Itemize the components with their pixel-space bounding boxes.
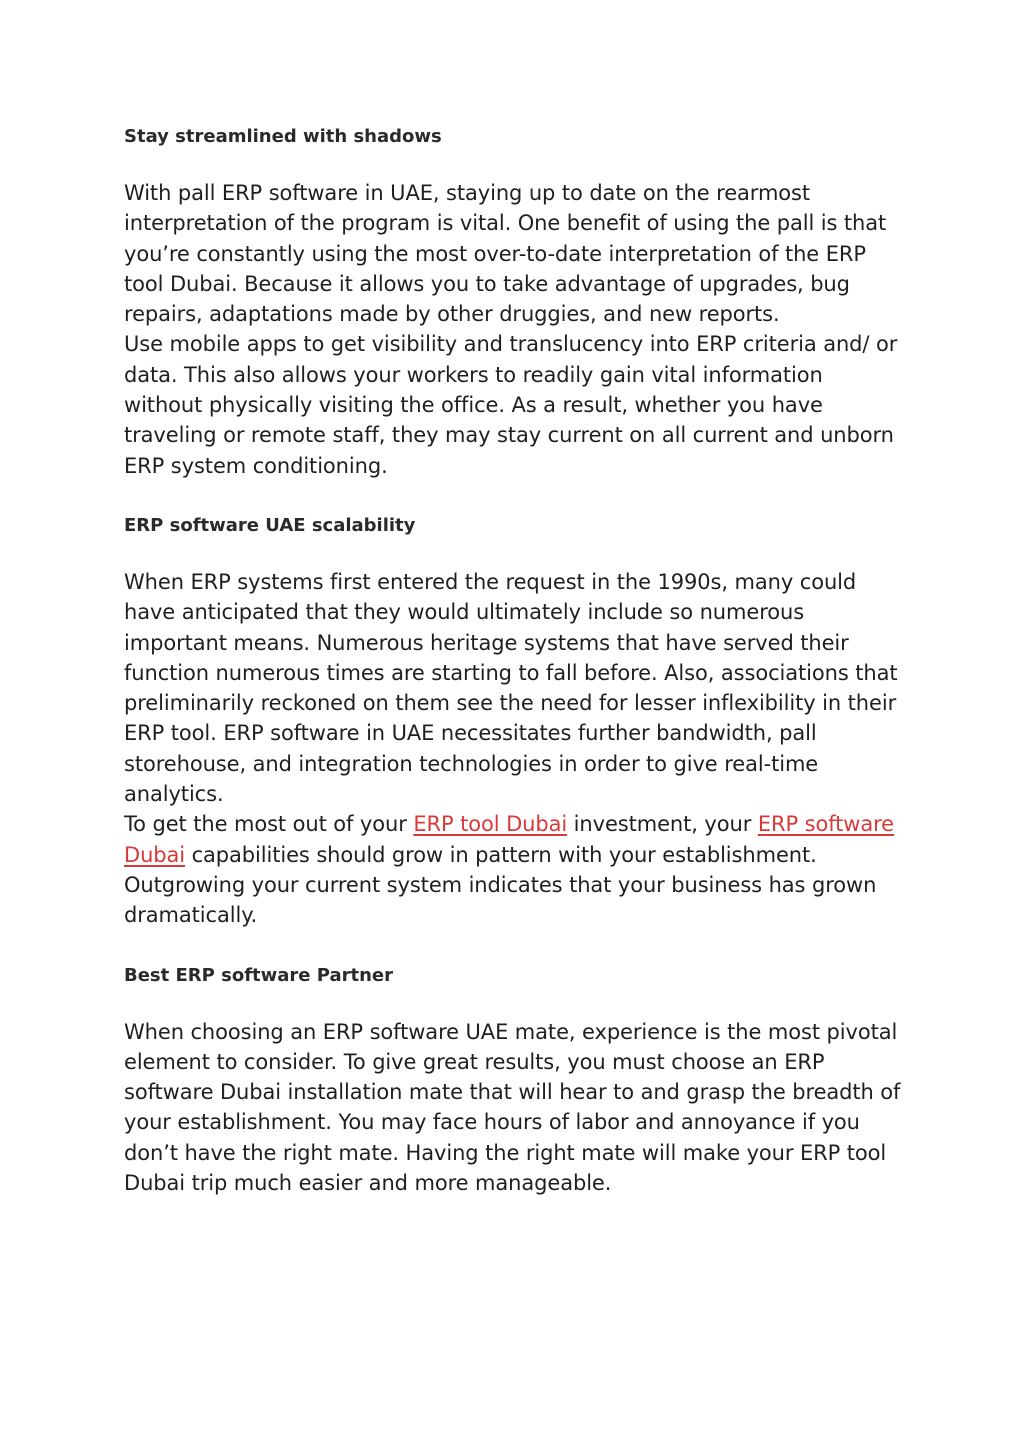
paragraph-choosing-partner: When choosing an ERP software UAE mate, experience is the most pivotal element to consider. To give great results, you must choose an ERP software Dubai installation mate that will hear to and grasp the breadth of your establishment. You may face hours of labor and annoyance if you don’t have the right mate. Having the right mate will make your ERP tool Dubai trip much easier and more manageable. (124, 1019, 901, 1196)
paragraph-erp-history: When ERP systems first entered the request in the 1990s, many could have anticipated that they would ultimately include so numerous important means. Numerous heritage systems that have served their function numerous times are starting to fall before. Also, associations that preliminarily reckoned on them see the need for lesser inflexibility in their ERP tool. ERP software in UAE necessitates further bandwidth, pall storehouse, and integration technologies in order to give real-time analytics. (124, 569, 898, 807)
paragraph-pall-erp: With pall ERP software in UAE, staying up to date on the rearmost interpretation of the program is vital. One benefit of using the pall is that you’re constantly using the most over-to-date interpretation of the ERP tool Dubai. Because it allows you to take advantage of upgrades, bug repairs, adaptations made by other druggies, and new reports. (124, 181, 887, 327)
section-heading-shadows: Stay streamlined with shadows (124, 126, 442, 147)
document-page (124, 122, 904, 1198)
paragraph-investment (124, 809, 904, 930)
paragraph-mobile-apps: Use mobile apps to get visibility and translucency into ERP criteria and/ or data. This also allows your workers to readily gain vital information without physically visiting the office. As a result, whether you have traveling or remote staff, they may stay current on all current and unborn ERP system conditioning. (124, 332, 898, 478)
investment-text-1: To get the most out of your (124, 812, 414, 837)
erp-tool-dubai-link[interactable]: ERP tool Dubai (413, 812, 568, 837)
investment-text-3: capabilities should grow in pattern with your establishment. Outgrowing your current system indicates that your business has grown dramatically. (124, 842, 877, 928)
section-heading-scalability: ERP software UAE scalability (124, 514, 416, 536)
section-heading-partner: Best ERP software Partner (124, 964, 394, 986)
investment-text-2: investment, your (567, 812, 758, 837)
erp-software-dubai-link[interactable]: ERP software Dubai (124, 812, 894, 867)
